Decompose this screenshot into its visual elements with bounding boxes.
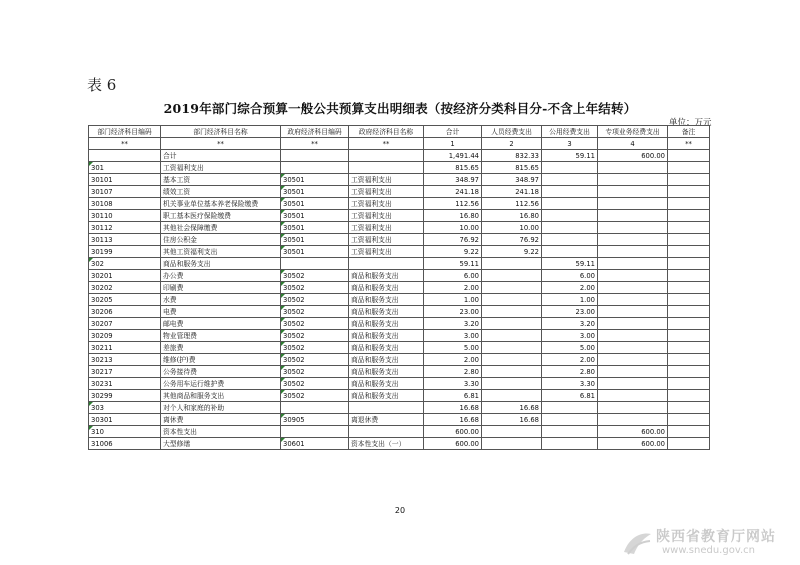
row-gov-name-cell: 工资福利支出 [349, 234, 424, 246]
row-gov-code-cell: 30905 [281, 414, 349, 426]
row-gov-name-cell: 商品和服务支出 [349, 294, 424, 306]
row-note-cell [668, 354, 710, 366]
table-row [89, 402, 710, 414]
page-number: 20 [394, 506, 406, 515]
row-project-cell [598, 354, 668, 366]
row-gov-name-cell: 商品和服务支出 [349, 390, 424, 402]
row-total-cell: 16.68 [424, 402, 482, 414]
row-public-cell [542, 174, 598, 186]
table-row [89, 246, 710, 258]
row-personnel-cell: 76.92 [482, 234, 542, 246]
row-personnel-cell: 348.97 [482, 174, 542, 186]
row-public-cell: 3.00 [542, 330, 598, 342]
row-gov-name-cell: 商品和服务支出 [349, 366, 424, 378]
row-name-cell: 印刷费 [161, 282, 281, 294]
row-code-cell [89, 150, 161, 162]
row-public-cell [542, 438, 598, 450]
row-gov-code-cell: 30501 [281, 198, 349, 210]
row-public-cell: 2.00 [542, 282, 598, 294]
table-row [89, 222, 710, 234]
row-code-cell: 30217 [89, 366, 161, 378]
row-personnel-cell: 16.80 [482, 210, 542, 222]
table-row [89, 390, 710, 402]
index-cell: 4 [598, 138, 668, 150]
row-name-cell: 其他社会保障缴费 [161, 222, 281, 234]
row-public-cell: 59.11 [542, 258, 598, 270]
row-gov-name-cell: 工资福利支出 [349, 174, 424, 186]
row-gov-code-cell: 30502 [281, 354, 349, 366]
row-personnel-cell: 241.18 [482, 186, 542, 198]
table-number-label: 表 6 [87, 76, 117, 94]
row-code-cell: 30112 [89, 222, 161, 234]
row-gov-name-cell [349, 426, 424, 438]
row-gov-code-cell: 30501 [281, 222, 349, 234]
row-gov-code-cell: 30601 [281, 438, 349, 450]
index-cell: ** [89, 138, 161, 150]
row-gov-name-cell: 商品和服务支出 [349, 270, 424, 282]
table-row [89, 366, 710, 378]
row-personnel-cell [482, 438, 542, 450]
row-name-cell: 其他商品和服务支出 [161, 390, 281, 402]
row-total-cell: 1,491.44 [424, 150, 482, 162]
row-note-cell [668, 390, 710, 402]
row-public-cell [542, 234, 598, 246]
row-project-cell [598, 390, 668, 402]
row-gov-name-cell: 离退休费 [349, 414, 424, 426]
header-row [89, 126, 710, 138]
row-total-cell: 16.68 [424, 414, 482, 426]
row-note-cell [668, 318, 710, 330]
index-cell: 1 [424, 138, 482, 150]
row-code-cell: 30205 [89, 294, 161, 306]
row-code-cell: 302 [89, 258, 161, 270]
row-name-cell: 公务用车运行维护费 [161, 378, 281, 390]
row-name-cell: 公务接待费 [161, 366, 281, 378]
row-name-cell: 其他工资福利支出 [161, 246, 281, 258]
row-total-cell: 16.80 [424, 210, 482, 222]
row-name-cell: 职工基本医疗保险缴费 [161, 210, 281, 222]
row-gov-name-cell: 工资福利支出 [349, 186, 424, 198]
row-name-cell: 电费 [161, 306, 281, 318]
row-gov-name-cell: 工资福利支出 [349, 222, 424, 234]
row-total-cell: 59.11 [424, 258, 482, 270]
row-total-cell: 3.00 [424, 330, 482, 342]
table-row [89, 210, 710, 222]
row-gov-code-cell: 30502 [281, 342, 349, 354]
row-name-cell: 住房公积金 [161, 234, 281, 246]
row-gov-code-cell: 30502 [281, 366, 349, 378]
row-total-cell: 600.00 [424, 438, 482, 450]
row-public-cell [542, 198, 598, 210]
row-personnel-cell: 16.68 [482, 402, 542, 414]
row-personnel-cell [482, 294, 542, 306]
row-gov-code-cell [281, 162, 349, 174]
row-name-cell: 差旅费 [161, 342, 281, 354]
row-code-cell: 31006 [89, 438, 161, 450]
row-total-cell: 3.30 [424, 378, 482, 390]
row-project-cell [598, 270, 668, 282]
row-public-cell: 1.00 [542, 294, 598, 306]
row-note-cell [668, 162, 710, 174]
row-total-cell: 10.00 [424, 222, 482, 234]
site-logo-icon [620, 528, 654, 558]
row-note-cell [668, 342, 710, 354]
row-gov-name-cell: 商品和服务支出 [349, 354, 424, 366]
row-note-cell [668, 150, 710, 162]
table-row [89, 294, 710, 306]
page-title: 2019年部门综合预算一般公共预算支出明细表（按经济分类科目分-不含上年结转） [163, 101, 637, 116]
row-name-cell: 物业管理费 [161, 330, 281, 342]
row-gov-code-cell: 30501 [281, 246, 349, 258]
row-note-cell [668, 210, 710, 222]
row-gov-code-cell: 30502 [281, 270, 349, 282]
row-project-cell [598, 402, 668, 414]
index-cell: ** [281, 138, 349, 150]
row-gov-code-cell [281, 150, 349, 162]
row-public-cell [542, 414, 598, 426]
row-public-cell [542, 186, 598, 198]
header-cell: 公用经费支出 [542, 126, 598, 138]
row-code-cell: 30207 [89, 318, 161, 330]
row-personnel-cell [482, 258, 542, 270]
row-project-cell [598, 294, 668, 306]
row-project-cell [598, 210, 668, 222]
row-project-cell [598, 330, 668, 342]
row-project-cell [598, 378, 668, 390]
row-project-cell [598, 222, 668, 234]
watermark-url: www.snedu.gov.cn [662, 545, 755, 556]
row-total-cell: 23.00 [424, 306, 482, 318]
row-gov-code-cell: 30502 [281, 282, 349, 294]
row-code-cell: 310 [89, 426, 161, 438]
index-cell: ** [161, 138, 281, 150]
row-project-cell: 600.00 [598, 438, 668, 450]
row-total-cell: 6.00 [424, 270, 482, 282]
row-note-cell [668, 402, 710, 414]
row-code-cell: 30101 [89, 174, 161, 186]
row-code-cell: 30108 [89, 198, 161, 210]
row-project-cell [598, 186, 668, 198]
row-note-cell [668, 198, 710, 210]
row-name-cell: 绩效工资 [161, 186, 281, 198]
row-code-cell: 30110 [89, 210, 161, 222]
row-project-cell [598, 306, 668, 318]
row-personnel-cell [482, 306, 542, 318]
row-code-cell: 30201 [89, 270, 161, 282]
header-cell: 人员经费支出 [482, 126, 542, 138]
row-note-cell [668, 258, 710, 270]
table-row [89, 234, 710, 246]
row-total-cell: 815.65 [424, 162, 482, 174]
row-code-cell: 30231 [89, 378, 161, 390]
row-personnel-cell [482, 354, 542, 366]
row-gov-code-cell: 30501 [281, 174, 349, 186]
index-cell: ** [349, 138, 424, 150]
row-gov-name-cell: 商品和服务支出 [349, 330, 424, 342]
row-gov-name-cell: 资本性支出（一） [349, 438, 424, 450]
row-personnel-cell [482, 366, 542, 378]
row-personnel-cell: 815.65 [482, 162, 542, 174]
row-name-cell: 大型修缮 [161, 438, 281, 450]
index-cell: 2 [482, 138, 542, 150]
row-project-cell [598, 246, 668, 258]
row-total-cell: 1.00 [424, 294, 482, 306]
row-note-cell [668, 294, 710, 306]
table-row [89, 174, 710, 186]
row-total-cell: 600.00 [424, 426, 482, 438]
row-public-cell: 59.11 [542, 150, 598, 162]
row-code-cell: 30206 [89, 306, 161, 318]
row-total-cell: 9.22 [424, 246, 482, 258]
table-row [89, 186, 710, 198]
row-personnel-cell: 832.33 [482, 150, 542, 162]
row-gov-name-cell: 商品和服务支出 [349, 306, 424, 318]
header-cell: 备注 [668, 126, 710, 138]
row-personnel-cell [482, 390, 542, 402]
row-code-cell: 30213 [89, 354, 161, 366]
row-code-cell: 30199 [89, 246, 161, 258]
row-gov-code-cell [281, 402, 349, 414]
row-total-cell: 2.00 [424, 282, 482, 294]
row-note-cell [668, 282, 710, 294]
row-note-cell [668, 414, 710, 426]
row-gov-code-cell: 30501 [281, 234, 349, 246]
row-project-cell: 600.00 [598, 426, 668, 438]
watermark [600, 526, 792, 560]
table-row [89, 162, 710, 174]
row-name-cell: 基本工资 [161, 174, 281, 186]
header-cell: 政府经济科目编码 [281, 126, 349, 138]
row-total-cell: 3.20 [424, 318, 482, 330]
row-code-cell: 301 [89, 162, 161, 174]
row-project-cell [598, 174, 668, 186]
row-note-cell [668, 426, 710, 438]
row-name-cell: 工资福利支出 [161, 162, 281, 174]
row-public-cell: 3.20 [542, 318, 598, 330]
row-gov-name-cell: 工资福利支出 [349, 246, 424, 258]
row-project-cell [598, 366, 668, 378]
row-project-cell [598, 162, 668, 174]
row-total-cell: 348.97 [424, 174, 482, 186]
row-gov-name-cell: 商品和服务支出 [349, 318, 424, 330]
row-project-cell [598, 282, 668, 294]
row-public-cell [542, 162, 598, 174]
row-note-cell [668, 366, 710, 378]
row-name-cell: 合计 [161, 150, 281, 162]
row-personnel-cell: 112.56 [482, 198, 542, 210]
row-gov-name-cell: 商品和服务支出 [349, 342, 424, 354]
row-code-cell: 30202 [89, 282, 161, 294]
table-row [89, 378, 710, 390]
table-row [89, 198, 710, 210]
table-row [89, 282, 710, 294]
table-row [89, 414, 710, 426]
row-gov-name-cell: 商品和服务支出 [349, 378, 424, 390]
row-gov-code-cell [281, 426, 349, 438]
row-personnel-cell: 16.68 [482, 414, 542, 426]
row-note-cell [668, 438, 710, 450]
row-gov-code-cell: 30502 [281, 318, 349, 330]
row-note-cell [668, 222, 710, 234]
row-gov-name-cell: 商品和服务支出 [349, 282, 424, 294]
row-note-cell [668, 306, 710, 318]
row-name-cell: 离休费 [161, 414, 281, 426]
table-row [89, 342, 710, 354]
row-name-cell: 邮电费 [161, 318, 281, 330]
row-name-cell: 维修(护)费 [161, 354, 281, 366]
row-gov-name-cell [349, 150, 424, 162]
row-public-cell: 6.00 [542, 270, 598, 282]
index-row [89, 138, 710, 150]
row-code-cell: 30209 [89, 330, 161, 342]
header-cell: 合计 [424, 126, 482, 138]
unit-label: 单位：万元 [669, 118, 712, 128]
row-project-cell [598, 342, 668, 354]
row-public-cell: 3.30 [542, 378, 598, 390]
row-gov-code-cell: 30502 [281, 330, 349, 342]
row-total-cell: 6.81 [424, 390, 482, 402]
row-personnel-cell [482, 282, 542, 294]
row-note-cell [668, 246, 710, 258]
row-total-cell: 76.92 [424, 234, 482, 246]
row-name-cell: 资本性支出 [161, 426, 281, 438]
row-code-cell: 30299 [89, 390, 161, 402]
row-public-cell: 2.80 [542, 366, 598, 378]
table-row [89, 150, 710, 162]
row-personnel-cell [482, 270, 542, 282]
row-note-cell [668, 234, 710, 246]
row-code-cell: 30113 [89, 234, 161, 246]
row-personnel-cell [482, 378, 542, 390]
row-code-cell: 30107 [89, 186, 161, 198]
header-cell: 政府经济科目名称 [349, 126, 424, 138]
row-public-cell: 6.81 [542, 390, 598, 402]
row-project-cell [598, 258, 668, 270]
row-name-cell: 水费 [161, 294, 281, 306]
row-public-cell [542, 426, 598, 438]
row-personnel-cell: 10.00 [482, 222, 542, 234]
row-total-cell: 241.18 [424, 186, 482, 198]
row-gov-name-cell [349, 402, 424, 414]
row-gov-name-cell [349, 162, 424, 174]
row-personnel-cell: 9.22 [482, 246, 542, 258]
row-name-cell: 商品和服务支出 [161, 258, 281, 270]
row-project-cell [598, 198, 668, 210]
row-public-cell [542, 246, 598, 258]
table-row [89, 306, 710, 318]
row-public-cell [542, 210, 598, 222]
table-row [89, 438, 710, 450]
header-cell: 部门经济科目编码 [89, 126, 161, 138]
index-cell: ** [668, 138, 710, 150]
row-gov-code-cell [281, 258, 349, 270]
row-note-cell [668, 174, 710, 186]
row-total-cell: 2.00 [424, 354, 482, 366]
row-note-cell [668, 270, 710, 282]
table-row [89, 270, 710, 282]
row-public-cell [542, 402, 598, 414]
row-public-cell: 23.00 [542, 306, 598, 318]
row-name-cell: 对个人和家庭的补助 [161, 402, 281, 414]
row-personnel-cell [482, 318, 542, 330]
index-cell: 3 [542, 138, 598, 150]
row-project-cell [598, 234, 668, 246]
header-cell: 部门经济科目名称 [161, 126, 281, 138]
table-row [89, 318, 710, 330]
row-note-cell [668, 378, 710, 390]
row-public-cell [542, 222, 598, 234]
row-gov-name-cell [349, 258, 424, 270]
row-gov-code-cell: 30502 [281, 390, 349, 402]
budget-table [88, 125, 710, 450]
row-project-cell [598, 414, 668, 426]
header-cell: 专项业务经费支出 [598, 126, 668, 138]
row-gov-code-cell: 30502 [281, 306, 349, 318]
row-note-cell [668, 330, 710, 342]
table-row [89, 354, 710, 366]
row-gov-name-cell: 工资福利支出 [349, 198, 424, 210]
table-row [89, 426, 710, 438]
row-project-cell: 600.00 [598, 150, 668, 162]
row-gov-code-cell: 30502 [281, 378, 349, 390]
row-name-cell: 机关事业单位基本养老保险缴费 [161, 198, 281, 210]
row-public-cell: 5.00 [542, 342, 598, 354]
row-total-cell: 5.00 [424, 342, 482, 354]
row-public-cell: 2.00 [542, 354, 598, 366]
row-gov-code-cell: 30501 [281, 186, 349, 198]
row-project-cell [598, 318, 668, 330]
row-code-cell: 303 [89, 402, 161, 414]
row-gov-name-cell: 工资福利支出 [349, 210, 424, 222]
row-gov-code-cell: 30501 [281, 210, 349, 222]
row-note-cell [668, 186, 710, 198]
row-personnel-cell [482, 342, 542, 354]
row-code-cell: 30211 [89, 342, 161, 354]
watermark-site-name: 陕西省教育厅网站 [656, 529, 776, 545]
table-body [89, 150, 710, 450]
row-name-cell: 办公费 [161, 270, 281, 282]
table-row [89, 330, 710, 342]
row-total-cell: 2.80 [424, 366, 482, 378]
row-gov-code-cell: 30502 [281, 294, 349, 306]
row-code-cell: 30301 [89, 414, 161, 426]
row-personnel-cell [482, 330, 542, 342]
row-personnel-cell [482, 426, 542, 438]
table-row [89, 258, 710, 270]
row-total-cell: 112.56 [424, 198, 482, 210]
